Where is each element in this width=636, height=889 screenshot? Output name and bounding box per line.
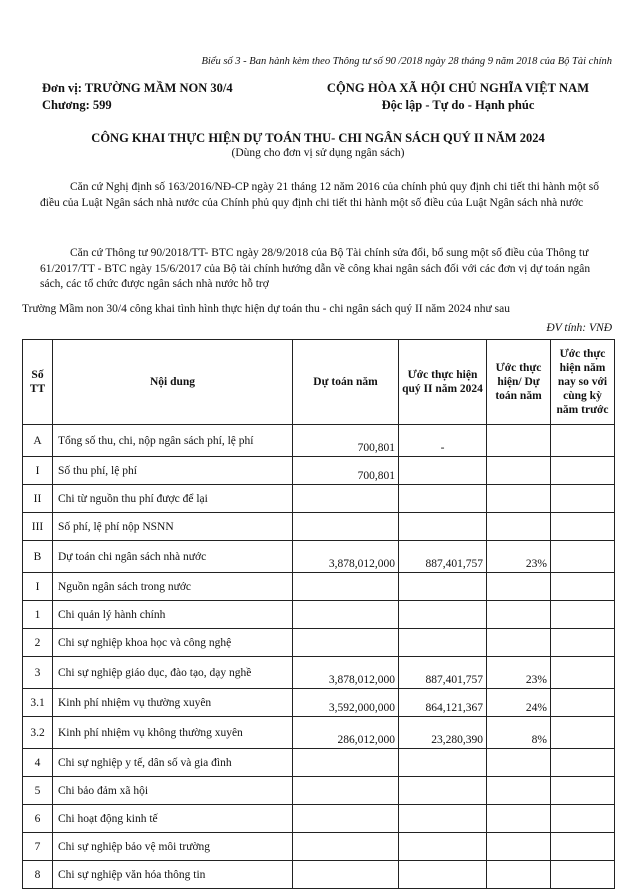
cell-content: Dự toán chi ngân sách nhà nước bbox=[53, 541, 293, 573]
intro-statement: Trường Mầm non 30/4 công khai tình hình thực hiện dự toán thu - chi ngân sách quý II năm 2024 như sau bbox=[22, 303, 510, 315]
table-row bbox=[23, 689, 615, 717]
cell-stt: 3 bbox=[23, 657, 53, 689]
cell-ratio bbox=[487, 749, 551, 777]
national-header bbox=[300, 80, 616, 114]
cell-ratio bbox=[487, 629, 551, 657]
table-header-row bbox=[23, 340, 615, 425]
cell-budget bbox=[293, 573, 399, 601]
cell-ratio bbox=[487, 573, 551, 601]
document-subtitle: (Dùng cho đơn vị sử dụng ngân sách) bbox=[231, 147, 405, 159]
cell-content: Kinh phí nhiệm vụ không thường xuyên bbox=[53, 717, 293, 749]
cell-ratio bbox=[487, 601, 551, 629]
cell-yoy bbox=[551, 629, 615, 657]
cell-stt: II bbox=[23, 485, 53, 513]
cell-estimate bbox=[399, 485, 487, 513]
cell-stt: B bbox=[23, 541, 53, 573]
cell-ratio bbox=[487, 425, 551, 457]
cell-yoy bbox=[551, 573, 615, 601]
header-budget: Dự toán năm bbox=[293, 340, 399, 425]
cell-stt: 7 bbox=[23, 833, 53, 861]
cell-content: Tổng số thu, chi, nộp ngân sách phí, lệ phí bbox=[53, 425, 293, 457]
table-row bbox=[23, 601, 615, 629]
table-row bbox=[23, 457, 615, 485]
table-row bbox=[23, 777, 615, 805]
cell-stt: III bbox=[23, 513, 53, 541]
header-yoy: Ước thực hiện năm nay so với cùng kỳ năm trước bbox=[551, 340, 615, 425]
cell-content: Chi hoạt động kinh tế bbox=[53, 805, 293, 833]
cell-content: Chi sự nghiệp y tế, dân số và gia đình bbox=[53, 749, 293, 777]
cell-budget: 700,801 bbox=[293, 457, 399, 485]
table-row bbox=[23, 717, 615, 749]
cell-yoy bbox=[551, 425, 615, 457]
cell-yoy bbox=[551, 457, 615, 485]
cell-estimate: - bbox=[399, 425, 487, 457]
cell-estimate: 887,401,757 bbox=[399, 541, 487, 573]
table-row bbox=[23, 485, 615, 513]
cell-stt: 4 bbox=[23, 749, 53, 777]
cell-stt: I bbox=[23, 457, 53, 485]
table-row bbox=[23, 425, 615, 457]
cell-content: Chi sự nghiệp giáo dục, đào tạo, dạy nghề bbox=[53, 657, 293, 689]
cell-ratio bbox=[487, 805, 551, 833]
cell-budget bbox=[293, 485, 399, 513]
header-ratio: Ước thực hiện/ Dự toán năm bbox=[487, 340, 551, 425]
cell-estimate bbox=[399, 573, 487, 601]
cell-content: Chi sự nghiệp bảo vệ môi trường bbox=[53, 833, 293, 861]
cell-ratio: 23% bbox=[487, 541, 551, 573]
cell-estimate bbox=[399, 457, 487, 485]
table-row bbox=[23, 513, 615, 541]
cell-content: Chi sự nghiệp văn hóa thông tin bbox=[53, 861, 293, 889]
cell-yoy bbox=[551, 689, 615, 717]
table-row bbox=[23, 861, 615, 889]
cell-yoy bbox=[551, 749, 615, 777]
table-row bbox=[23, 629, 615, 657]
currency-unit-note: ĐV tính: VNĐ bbox=[546, 322, 612, 334]
cell-stt: A bbox=[23, 425, 53, 457]
cell-ratio bbox=[487, 777, 551, 805]
unit-header bbox=[42, 80, 233, 114]
budget-table bbox=[22, 339, 615, 889]
cell-content: Chi từ nguồn thu phí được để lại bbox=[53, 485, 293, 513]
cell-yoy bbox=[551, 833, 615, 861]
cell-estimate: 887,401,757 bbox=[399, 657, 487, 689]
cell-stt: 1 bbox=[23, 601, 53, 629]
reference-note: Biểu số 3 - Ban hành kèm theo Thông tư số 90 /2018 ngày 28 tháng 9 năm 2018 của Bộ Tài chính bbox=[201, 56, 612, 67]
table-row bbox=[23, 833, 615, 861]
cell-estimate: 23,280,390 bbox=[399, 717, 487, 749]
cell-ratio bbox=[487, 485, 551, 513]
cell-content: Số thu phí, lệ phí bbox=[53, 457, 293, 485]
cell-budget bbox=[293, 629, 399, 657]
cell-ratio bbox=[487, 833, 551, 861]
table-row bbox=[23, 805, 615, 833]
header-stt: Số TT bbox=[23, 340, 53, 425]
table-row bbox=[23, 573, 615, 601]
cell-estimate bbox=[399, 861, 487, 889]
cell-content: Chi bảo đảm xã hội bbox=[53, 777, 293, 805]
cell-budget bbox=[293, 777, 399, 805]
header-content: Nội dung bbox=[53, 340, 293, 425]
cell-budget bbox=[293, 749, 399, 777]
cell-stt: 6 bbox=[23, 805, 53, 833]
cell-estimate: 864,121,367 bbox=[399, 689, 487, 717]
chapter-code: Chương: 599 bbox=[42, 98, 112, 112]
cell-yoy bbox=[551, 513, 615, 541]
republic-name: CỘNG HÒA XÃ HỘI CHỦ NGHĨA VIỆT NAM bbox=[326, 81, 590, 95]
unit-name: Đơn vị: TRƯỜNG MẦM NON 30/4 bbox=[42, 81, 233, 95]
cell-yoy bbox=[551, 717, 615, 749]
cell-estimate bbox=[399, 629, 487, 657]
cell-budget bbox=[293, 861, 399, 889]
cell-yoy bbox=[551, 657, 615, 689]
cell-estimate bbox=[399, 833, 487, 861]
cell-ratio bbox=[487, 861, 551, 889]
cell-budget bbox=[293, 513, 399, 541]
cell-yoy bbox=[551, 861, 615, 889]
cell-ratio: 24% bbox=[487, 689, 551, 717]
cell-content: Chi quản lý hành chính bbox=[53, 601, 293, 629]
cell-yoy bbox=[551, 777, 615, 805]
cell-content: Số phí, lệ phí nộp NSNN bbox=[53, 513, 293, 541]
document-title: CÔNG KHAI THỰC HIỆN DỰ TOÁN THU- CHI NGÂN SÁCH QUÝ II NĂM 2024 bbox=[91, 131, 545, 145]
cell-stt: I bbox=[23, 573, 53, 601]
cell-content: Kinh phí nhiệm vụ thường xuyên bbox=[53, 689, 293, 717]
national-motto: Độc lập - Tự do - Hạnh phúc bbox=[381, 98, 535, 112]
cell-budget: 700,801 bbox=[293, 425, 399, 457]
cell-ratio: 8% bbox=[487, 717, 551, 749]
cell-budget bbox=[293, 601, 399, 629]
cell-ratio bbox=[487, 457, 551, 485]
cell-estimate bbox=[399, 513, 487, 541]
legal-basis-paragraph-2: Căn cứ Thông tư 90/2018/TT- BTC ngày 28/9/2018 của Bộ Tài chính sửa đổi, bổ sung một số điều của Thông tư 61/2017/TT - BTC ngày 15/6/2017 của Bộ tài chính hướng dẫn về công khai ngân sách đối với các đơn vị dự toán ngân sách, các tổ chức được ngân sách nhà nước hỗ trợ bbox=[40, 247, 591, 290]
header-estimate: Ước thực hiện quý II năm 2024 bbox=[399, 340, 487, 425]
cell-stt: 5 bbox=[23, 777, 53, 805]
cell-ratio: 23% bbox=[487, 657, 551, 689]
cell-content: Nguồn ngân sách trong nước bbox=[53, 573, 293, 601]
cell-ratio bbox=[487, 513, 551, 541]
cell-budget: 3,592,000,000 bbox=[293, 689, 399, 717]
cell-yoy bbox=[551, 601, 615, 629]
cell-stt: 8 bbox=[23, 861, 53, 889]
table-row bbox=[23, 541, 615, 573]
legal-basis-paragraph-1: Căn cứ Nghị định số 163/2016/NĐ-CP ngày 21 tháng 12 năm 2016 của chính phủ quy định chi tiết thi hành một số điều của Luật Ngân sách nhà nước của Chính phủ quy định chi tiết thi hành một số điều của Luật Ngân sách nhà nước bbox=[40, 181, 600, 209]
cell-estimate bbox=[399, 805, 487, 833]
cell-stt: 2 bbox=[23, 629, 53, 657]
table-row bbox=[23, 749, 615, 777]
cell-yoy bbox=[551, 541, 615, 573]
cell-stt: 3.2 bbox=[23, 717, 53, 749]
cell-budget: 3,878,012,000 bbox=[293, 657, 399, 689]
cell-budget bbox=[293, 833, 399, 861]
cell-stt: 3.1 bbox=[23, 689, 53, 717]
cell-budget: 286,012,000 bbox=[293, 717, 399, 749]
cell-estimate bbox=[399, 749, 487, 777]
cell-estimate bbox=[399, 601, 487, 629]
cell-budget: 3,878,012,000 bbox=[293, 541, 399, 573]
cell-yoy bbox=[551, 485, 615, 513]
cell-content: Chi sự nghiệp khoa học và công nghệ bbox=[53, 629, 293, 657]
cell-estimate bbox=[399, 777, 487, 805]
cell-budget bbox=[293, 805, 399, 833]
table-row bbox=[23, 657, 615, 689]
cell-yoy bbox=[551, 805, 615, 833]
